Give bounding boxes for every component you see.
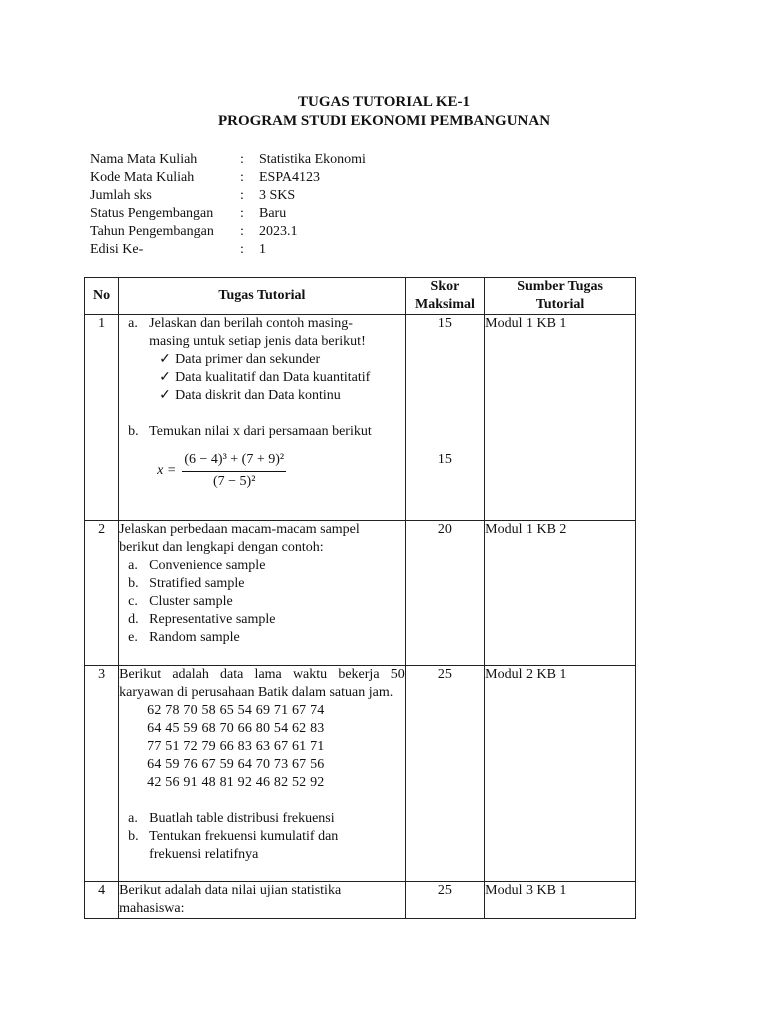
row-number: 2	[85, 521, 119, 666]
task-list-item	[119, 828, 405, 846]
spacer	[119, 405, 405, 423]
source-cell: Modul 1 KB 2	[485, 521, 636, 666]
item-text: Random sample	[149, 630, 240, 645]
table-header-row	[85, 278, 636, 315]
edition-row	[90, 241, 490, 259]
task-list-item	[119, 575, 405, 593]
header-skor-line: Maksimal	[414, 297, 475, 312]
header-no: No	[85, 278, 119, 315]
item-text-continued: frekuensi relatifnya	[149, 847, 259, 862]
row-number: 4	[85, 882, 119, 919]
meta-label: Kode Mata Kuliah	[90, 170, 195, 185]
source-cell: Modul 1 KB 1	[485, 315, 636, 521]
meta-colon: :	[240, 206, 244, 221]
header-skor	[405, 278, 484, 315]
item-text: Cluster sample	[149, 594, 233, 609]
document-title: TUGAS TUTORIAL KE-1	[298, 94, 470, 110]
item-text: Tentukan frekuensi kumulatif dan	[149, 829, 339, 844]
header-skor-line: Skor	[430, 279, 460, 294]
data-line: 62 78 70 58 65 54 69 71 67 74	[147, 703, 325, 718]
course-info	[90, 151, 490, 259]
row-number: 1	[85, 315, 119, 521]
header-source-line: Tutorial	[535, 297, 585, 312]
status-row	[90, 205, 490, 223]
task-intro-continued: berikut dan lengkapi dengan contoh:	[119, 540, 324, 555]
meta-label: Tahun Pengembangan	[90, 224, 214, 239]
equation-denominator: (7 − 5)²	[213, 474, 256, 489]
tutorial-table	[84, 277, 636, 919]
score-value-b: 15	[437, 452, 452, 467]
source-cell: Modul 3 KB 1	[485, 882, 636, 919]
item-text: Representative sample	[149, 612, 276, 627]
meta-colon: :	[240, 188, 244, 203]
meta-value: 3 SKS	[259, 188, 296, 203]
source-cell: Modul 2 KB 1	[485, 666, 636, 882]
equation	[157, 451, 405, 491]
meta-colon: :	[240, 170, 244, 185]
meta-colon: :	[240, 242, 244, 257]
item-text: Buatlah table distribusi frekuensi	[149, 811, 335, 826]
task-intro: Jelaskan perbedaan macam-macam sampel	[119, 522, 360, 537]
meta-colon: :	[240, 152, 244, 167]
item-label: b.	[128, 424, 139, 439]
row-number: 3	[85, 666, 119, 882]
data-line: 77 51 72 79 66 83 63 67 61 71	[147, 739, 325, 754]
meta-value: 2023.1	[259, 224, 298, 239]
data-line: 64 45 59 68 70 66 80 54 62 83	[147, 721, 325, 736]
data-line: 64 59 76 67 59 64 70 73 67 56	[147, 757, 325, 772]
task-item-a	[119, 315, 405, 333]
header-source-line: Sumber Tugas	[517, 279, 603, 294]
header-task: Tugas Tutorial	[119, 278, 406, 315]
task-cell	[119, 521, 406, 666]
score-cell: 25	[405, 882, 484, 919]
checkmark-icon: ✓	[159, 370, 171, 385]
score-cell: 25	[405, 666, 484, 882]
task-intro: Berikut adalah data lama waktu bekerja 50 karyawan di perusahaan Batik dalam satuan jam.	[119, 667, 405, 700]
meta-value: Baru	[259, 206, 287, 221]
sks-row	[90, 187, 490, 205]
item-label: c.	[128, 594, 138, 609]
task-intro: Berikut adalah data nilai ujian statistika	[119, 883, 342, 898]
checklist-item	[119, 387, 405, 405]
table-row	[85, 666, 636, 882]
meta-label: Edisi Ke-	[90, 242, 144, 257]
task-cell	[119, 882, 406, 919]
score-value: 15	[437, 316, 452, 331]
meta-label: Jumlah sks	[90, 188, 152, 203]
item-label: a.	[128, 558, 138, 573]
table-row	[85, 315, 636, 521]
task-list-item	[119, 629, 405, 647]
checklist-text: Data diskrit dan Data kontinu	[175, 388, 341, 403]
score-cell: 20	[405, 521, 484, 666]
task-list-item	[119, 557, 405, 575]
task-list-item	[119, 593, 405, 611]
equation-fraction	[182, 451, 286, 491]
item-label: b.	[128, 829, 139, 844]
task-intro-continued: mahasiswa:	[119, 901, 185, 916]
item-label: d.	[128, 612, 139, 627]
checklist-item	[119, 351, 405, 369]
course-name-row	[90, 151, 490, 169]
meta-value: 1	[259, 242, 266, 257]
spacer	[119, 792, 405, 810]
task-item-b	[119, 423, 405, 441]
item-text-continued: masing untuk setiap jenis data berikut!	[149, 334, 366, 349]
task-cell	[119, 315, 406, 521]
table-row	[85, 882, 636, 919]
course-code-row	[90, 169, 490, 187]
item-label: e.	[128, 630, 138, 645]
task-cell	[119, 666, 406, 882]
header-source	[485, 278, 636, 315]
checklist-item	[119, 369, 405, 387]
item-label: b.	[128, 576, 139, 591]
item-text: Convenience sample	[149, 558, 266, 573]
checkmark-icon: ✓	[159, 352, 171, 367]
year-row	[90, 223, 490, 241]
item-label: a.	[128, 811, 138, 826]
table-row	[85, 521, 636, 666]
program-title: PROGRAM STUDI EKONOMI PEMBANGUNAN	[217, 113, 551, 129]
item-text: Jelaskan dan berilah contoh masing-	[149, 316, 353, 331]
meta-label: Status Pengembangan	[90, 206, 214, 221]
equation-lhs: x =	[157, 463, 177, 478]
item-text: Stratified sample	[149, 576, 245, 591]
checklist-text: Data primer dan sekunder	[175, 352, 321, 367]
score-cell	[405, 315, 484, 521]
task-list-item	[119, 611, 405, 629]
meta-label: Nama Mata Kuliah	[90, 152, 198, 167]
task-list-item	[119, 810, 405, 828]
meta-colon: :	[240, 224, 244, 239]
meta-value: Statistika Ekonomi	[259, 152, 366, 167]
item-text: Temukan nilai x dari persamaan berikut	[149, 424, 372, 439]
meta-value: ESPA4123	[259, 170, 320, 185]
checklist-text: Data kualitatif dan Data kuantitatif	[175, 370, 371, 385]
checkmark-icon: ✓	[159, 388, 171, 403]
data-line: 42 56 91 48 81 92 46 82 52 92	[147, 775, 325, 790]
equation-numerator: (6 − 4)³ + (7 + 9)²	[182, 451, 286, 472]
item-label: a.	[128, 316, 138, 331]
